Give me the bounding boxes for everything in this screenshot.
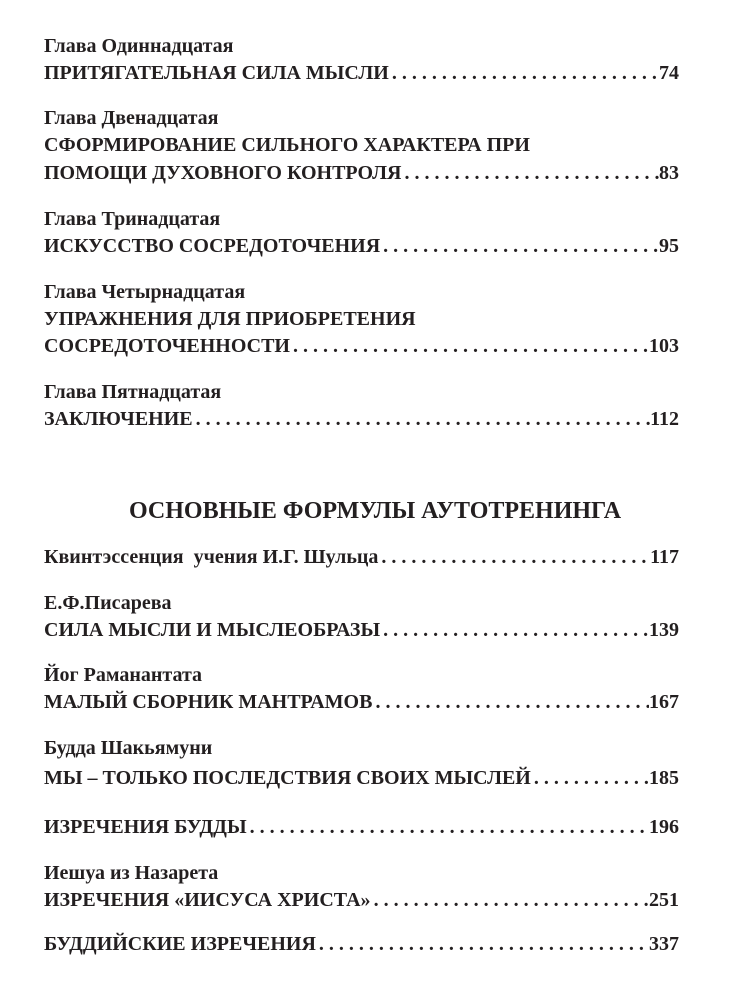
toc-entry-chapter-12[interactable] bbox=[44, 161, 679, 185]
chapter-label: Глава Четырнадцатая bbox=[44, 281, 246, 303]
entry-title: ЗАКЛЮЧЕНИЕ bbox=[44, 408, 193, 430]
toc-entry-ramanantata[interactable] bbox=[44, 690, 679, 714]
entry-title: БУДДИЙСКИЕ ИЗРЕЧЕНИЯ bbox=[44, 933, 316, 955]
dot-leader bbox=[389, 61, 659, 85]
author-label: Будда Шакьямуни bbox=[44, 737, 213, 759]
entry-title: Квинтэссенция учения И.Г. Шульца bbox=[44, 546, 379, 568]
page-number: 139 bbox=[649, 619, 679, 641]
entry-title: ИСКУССТВО СОСРЕДОТОЧЕНИЯ bbox=[44, 235, 381, 257]
dot-leader bbox=[380, 234, 659, 258]
entry-title: ИЗРЕЧЕНИЯ «ИИСУСА ХРИСТА» bbox=[44, 889, 371, 911]
page-number: 167 bbox=[649, 691, 679, 713]
page-number: 185 bbox=[649, 767, 679, 789]
dot-leader bbox=[378, 545, 650, 569]
page-number: 337 bbox=[649, 933, 679, 955]
page-number: 196 bbox=[649, 816, 679, 838]
toc-entry-chapter-11[interactable] bbox=[44, 61, 679, 85]
toc-entry-buddha-sayings[interactable] bbox=[44, 815, 679, 839]
dot-leader bbox=[401, 161, 659, 185]
author-label: Йог Раманантата bbox=[44, 664, 203, 686]
entry-title: МАЛЫЙ СБОРНИК МАНТРАМОВ bbox=[44, 691, 373, 713]
page-number: 83 bbox=[659, 162, 679, 184]
toc-entry-jesus-sayings[interactable] bbox=[44, 888, 679, 912]
entry-title: ПРИТЯГАТЕЛЬНАЯ СИЛА МЫСЛИ bbox=[44, 62, 389, 84]
page-number: 112 bbox=[650, 408, 679, 430]
author-label: Иешуа из Назарета bbox=[44, 862, 219, 884]
page-number: 74 bbox=[659, 62, 679, 84]
dot-leader bbox=[290, 334, 649, 358]
toc-entry-buddhist-sayings[interactable] bbox=[44, 932, 679, 956]
dot-leader bbox=[380, 618, 649, 642]
chapter-label: Глава Двенадцатая bbox=[44, 107, 219, 129]
page-number: 103 bbox=[649, 335, 679, 357]
chapter-label: Глава Тринадцатая bbox=[44, 208, 221, 230]
section-heading: ОСНОВНЫЕ ФОРМУЛЫ АУТОТРЕНИНГА bbox=[128, 498, 622, 524]
dot-leader bbox=[316, 932, 649, 956]
author-label: Е.Ф.Писарева bbox=[44, 592, 172, 614]
toc-entry-chapter-14[interactable] bbox=[44, 334, 679, 358]
entry-title: ПОМОЩИ ДУХОВНОГО КОНТРОЛЯ bbox=[44, 162, 402, 184]
toc-entry-buddha-consequences[interactable] bbox=[44, 766, 679, 790]
page-number: 117 bbox=[650, 546, 679, 568]
toc-entry-chapter-13[interactable] bbox=[44, 234, 679, 258]
entry-title: МЫ – ТОЛЬКО ПОСЛЕДСТВИЯ СВОИХ МЫСЛЕЙ bbox=[44, 767, 531, 789]
toc-entry-chapter-15[interactable] bbox=[44, 407, 679, 431]
dot-leader bbox=[247, 815, 649, 839]
dot-leader bbox=[372, 690, 649, 714]
page-number: 251 bbox=[649, 889, 679, 911]
entry-title: СОСРЕДОТОЧЕННОСТИ bbox=[44, 335, 290, 357]
chapter-label: Глава Одиннадцатая bbox=[44, 35, 234, 57]
entry-title-line: УПРАЖНЕНИЯ ДЛЯ ПРИОБРЕТЕНИЯ bbox=[44, 308, 416, 330]
chapter-label: Глава Пятнадцатая bbox=[44, 381, 222, 403]
page-number: 95 bbox=[659, 235, 679, 257]
dot-leader bbox=[531, 766, 649, 790]
entry-title-line: СФОРМИРОВАНИЕ СИЛЬНОГО ХАРАКТЕРА ПРИ bbox=[44, 134, 530, 156]
entry-title: СИЛА МЫСЛИ И МЫСЛЕОБРАЗЫ bbox=[44, 619, 381, 641]
toc-entry-schultz[interactable] bbox=[44, 545, 679, 569]
dot-leader bbox=[193, 407, 650, 431]
toc-entry-pisareva[interactable] bbox=[44, 618, 679, 642]
entry-title: ИЗРЕЧЕНИЯ БУДДЫ bbox=[44, 816, 247, 838]
dot-leader bbox=[371, 888, 649, 912]
